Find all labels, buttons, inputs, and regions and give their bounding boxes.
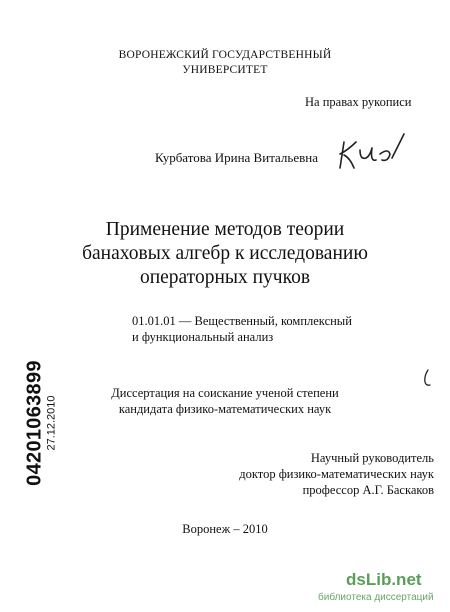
degree-line-1: Диссертация на соискание ученой степени [111, 386, 339, 400]
manuscript-rights-note: На правах рукописи [305, 95, 412, 109]
stamp-date: 27.12.2010 [45, 395, 58, 451]
title-line-1: Применение методов теории [105, 219, 345, 240]
specialty-line-2: и функциональный анализ [132, 330, 274, 344]
specialty-line-1: 01.01.01 — Вещественный, комплексный [132, 314, 352, 328]
specialty-code [132, 313, 352, 345]
advisor-line-1: Научный руководитель [310, 451, 434, 465]
title-line-2: банаховых алгебр к исследованию [82, 243, 368, 264]
stamp-text [24, 360, 59, 486]
dissertation-title [0, 218, 450, 290]
university-line-2: УНИВЕРСИТЕТ [182, 64, 268, 76]
scientific-advisor [212, 450, 434, 498]
university-line-1: ВОРОНЕЖСКИЙ ГОСУДАРСТВЕННЫЙ [118, 49, 332, 61]
advisor-line-2: доктор физико-математических наук [239, 467, 434, 481]
degree-line-2: кандидата физико-математических наук [118, 402, 332, 416]
title-line-3: операторных пучков [139, 267, 311, 288]
stamp-number: 04201063899 [23, 360, 46, 486]
dslib-logo[interactable] [318, 570, 446, 610]
advisor-line-3: профессор А.Г. Баскаков [302, 483, 434, 497]
university-name [0, 48, 450, 78]
degree-statement [0, 385, 450, 417]
author-name: Курбатова Ирина Витальевна [155, 150, 318, 165]
logo-subtitle: библиотека диссертаций [318, 592, 434, 603]
city-year: Воронеж – 2010 [182, 522, 268, 536]
library-stamp [17, 353, 65, 493]
logo-main-text: dsLib.net [346, 570, 422, 589]
author-signature [330, 128, 410, 176]
